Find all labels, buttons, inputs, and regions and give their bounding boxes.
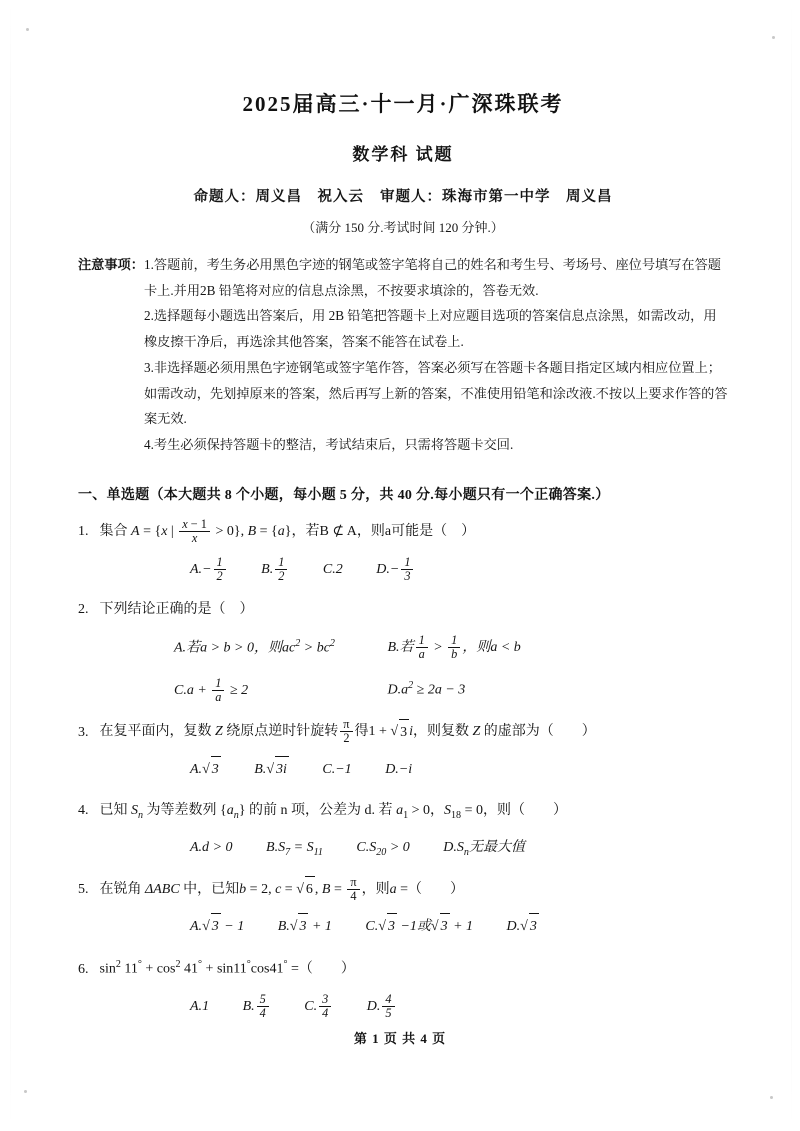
- scan-speck: [770, 1096, 773, 1099]
- byline-reviewers: 审题人：珠海市第一中学 周义昌: [380, 189, 613, 205]
- option-c[interactable]: C.a + $\frac{1}{a}$ ≥ 2: [174, 675, 249, 704]
- question-2-options: [78, 634, 728, 705]
- question-3-options: [78, 756, 728, 784]
- document-subtitle: 数学科 试题: [352, 145, 454, 164]
- notice-label: 注意事项：: [78, 257, 144, 272]
- page-title: 2025届高三·十一月·广深珠联考: [242, 92, 564, 116]
- option-a[interactable]: A.d > 0: [190, 839, 233, 855]
- question-6: [78, 955, 728, 1021]
- question-5: [78, 876, 728, 941]
- option-c[interactable]: C.√ 3 −1或√ 3 + 1: [365, 913, 473, 941]
- question-6-number: 6.: [78, 961, 89, 977]
- option-a[interactable]: A.√ 3 − 1: [190, 913, 244, 941]
- notice-item: 2.选择题每小题选出答案后，用 2B 铅笔把答题卡上对应题目选项的答案信息点涂黑，如需改动，用橡皮擦干净后，再选涂其他答案，答案不能答在试卷上.: [144, 308, 717, 350]
- notice-item: 1.答题前，考生务必用黑色字迹的钢笔或签字笔将自己的姓名和考生号、考场号、座位号填写在答题卡上.并用2B 铅笔将对应的信息点涂黑，不按要求填涂的，答卷无效.: [144, 257, 721, 298]
- option-d[interactable]: D.− $\frac{1}{3}$: [376, 556, 415, 584]
- scan-speck: [24, 1090, 27, 1093]
- question-3: [78, 718, 728, 783]
- notice-item: 3.非选择题必须用黑色字迹钢笔或签字笔作答，答案必须写在答题卡各题目指定区域内相应位置上；如需改动，先划掉原来的答案，然后再写上新的答案，不准使用铅笔和涂改液.不按以上要求作答的答案无效.: [144, 359, 728, 427]
- option-a[interactable]: A.− $\frac{1}{2}$: [190, 556, 228, 584]
- question-1-number: 1.: [78, 524, 89, 540]
- option-b[interactable]: B.√ 3i: [254, 756, 289, 784]
- question-2-number: 2.: [78, 602, 89, 618]
- notice-block: [78, 252, 728, 458]
- question-4: [78, 798, 728, 862]
- option-b[interactable]: B. $\frac{1}{2}$: [261, 556, 289, 584]
- question-2: [78, 597, 728, 704]
- question-2-stem: [78, 597, 728, 624]
- question-1-options: [78, 556, 728, 584]
- option-c[interactable]: C. $\frac{3}{4}$: [304, 993, 333, 1021]
- option-b[interactable]: B.若 $\frac{1}{a}$ > $\frac{1}{b}$ ，则a < b: [387, 633, 521, 662]
- question-1-stem-pre: 集合: [99, 524, 131, 540]
- question-4-options: [78, 835, 728, 862]
- question-3-number: 3.: [78, 724, 89, 740]
- option-c[interactable]: C.2: [322, 561, 343, 577]
- question-1: [78, 518, 728, 584]
- question-4-stem: 4. 已知 $S_n$ 为等差数列 $\{a_n\}$ 的前 n 项，公差为 d. 若 $a_1 > 0$，$S_{18} = 0$，则（ ）: [78, 798, 728, 825]
- option-d[interactable]: $D.S_n$无最大值: [443, 839, 525, 858]
- option-b[interactable]: $B.S_7 = S_{11}$: [266, 839, 323, 858]
- option-c[interactable]: C.−1: [322, 762, 352, 778]
- option-a[interactable]: A.√ 3: [190, 756, 221, 784]
- byline: [78, 185, 728, 206]
- notice-items: [144, 252, 728, 458]
- option-a[interactable]: A.若a > b > 0，则$ac^2 > bc^2$: [174, 637, 335, 656]
- option-b[interactable]: B. $\frac{5}{4}$: [243, 993, 271, 1021]
- question-1-stem: 1. 集合 A = {x | $\frac{x - 1}{x}$ > 0}, B = {a}，若B ⊄ A，则a可能是（ ）: [78, 516, 476, 545]
- question-5-number: 5.: [78, 881, 89, 897]
- question-4-number: 4.: [78, 802, 89, 818]
- question-5-options: [78, 913, 728, 941]
- page-footer: 第 1 页 共 4 页: [353, 1031, 447, 1046]
- question-3-stem: 3. 在复平面内，复数 Z 绕原点逆时针旋转 $\frac{\pi}{2}$ 得1 + √ 3 i，则复数 Z 的虚部为（ ）: [78, 717, 596, 746]
- question-5-stem: 5. 在锐角 ΔABC 中，已知b = 2, c = √ 6 , B = $\frac{\pi}{4}$ ，则a =（ ）: [78, 874, 464, 903]
- option-c[interactable]: $C.S_{20} > 0$: [356, 839, 410, 858]
- question-1-stem-post: ，若B ⊄ A，则a可能是（ ）: [291, 524, 476, 540]
- option-b[interactable]: B.√ 3 + 1: [278, 913, 332, 941]
- question-2-stem-text: 下列结论正确的是（ ）: [99, 602, 254, 618]
- option-a[interactable]: A.1: [190, 999, 210, 1015]
- notice-item: 4.考生必须保持答题卡的整洁，考试结束后，只需将答题卡交回.: [144, 437, 514, 453]
- score-time-line: （满分 150 分.考试时间 120 分钟.）: [302, 220, 504, 235]
- option-d[interactable]: $D.a^2 \ge 2a - 3$: [387, 680, 466, 698]
- question-6-stem: 6. $\sin^2 11^\circ + \cos^2 41^\circ + \sin 11^\circ\cos 41^\circ$ =（ ）: [78, 955, 728, 983]
- section-heading: 一、单选题（本大题共 8 个小题，每小题 5 分，共 40 分.每小题只有一个正确答案.）: [78, 487, 610, 503]
- option-d[interactable]: D. $\frac{4}{5}$: [367, 993, 397, 1021]
- byline-authors: 命题人：周义昌 祝入云: [193, 189, 364, 205]
- question-6-options: [78, 993, 728, 1021]
- option-d[interactable]: D.−i: [385, 762, 413, 778]
- option-d[interactable]: D.√ 3: [507, 913, 539, 941]
